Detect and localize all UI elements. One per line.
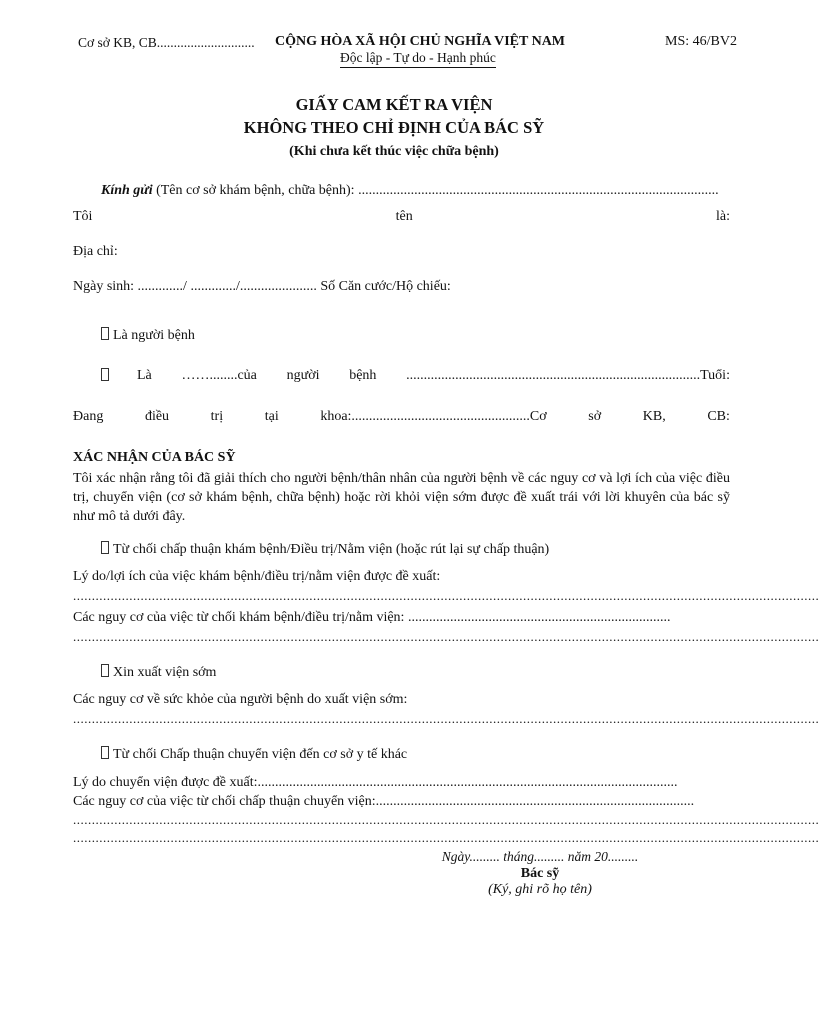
refuse-treatment-reason: Lý do/lợi ích của việc khám bệnh/điều trị/nằm viện được đề xuất: bbox=[73, 569, 441, 584]
name-word-1: Tôi bbox=[73, 209, 93, 224]
addressee-label: Kính gửi bbox=[101, 183, 153, 198]
addressee-line bbox=[101, 183, 719, 199]
relative-row bbox=[137, 368, 730, 384]
relative-word-2: ……........của bbox=[181, 368, 257, 383]
relative-word-1: Là bbox=[137, 368, 152, 383]
checkbox-icon[interactable] bbox=[101, 664, 109, 677]
dotted-line: ....................................................................................................................................................................................................... bbox=[73, 711, 819, 726]
relative-word-5: ....................................................................................Tuổi: bbox=[406, 368, 730, 383]
country-name: CỘNG HÒA XÃ HỘI CHỦ NGHĨA VIỆT NAM bbox=[275, 34, 566, 49]
refuse-transfer-risks: Các nguy cơ của việc từ chối chấp thuận chuyển viện:........................................................................................... bbox=[73, 794, 695, 809]
dotted-line: ....................................................................................................................................................................................................... bbox=[73, 830, 819, 845]
department-row bbox=[73, 409, 730, 425]
title-line1: GIẤY CAM KẾT RA VIỆN bbox=[295, 95, 493, 114]
refuse-transfer-reason: Lý do chuyển viện được đề xuất:........................................................................................................................ bbox=[73, 775, 678, 790]
dept-word-7: KB, bbox=[642, 409, 666, 424]
addressee-text: (Tên cơ sở khám bệnh, chữa bệnh): ....................................................................................................... bbox=[152, 183, 719, 198]
dept-word-3: trị bbox=[210, 409, 224, 424]
title-subtitle: (Khi chưa kết thúc việc chữa bệnh) bbox=[289, 144, 499, 159]
doctor-section-paragraph: Tôi xác nhận rằng tôi đã giải thích cho người bệnh/thân nhân của người bệnh về các nguy cơ và lợi ích của việc điều trị, chuyển viện (cơ sở khám bệnh, chữa bệnh) hoặc rời khỏi viện sớm được đề xuất trái với lời khuyên của bác sỹ như mô tả dưới đây. bbox=[73, 471, 730, 524]
dept-word-4: tại bbox=[264, 409, 279, 424]
option-early-discharge[interactable] bbox=[101, 664, 216, 681]
dotted-line: ....................................................................................................................................................................................................... bbox=[73, 588, 819, 603]
address-label: Địa chỉ: bbox=[73, 244, 118, 259]
name-row bbox=[73, 209, 730, 225]
motto: Độc lập - Tự do - Hạnh phúc bbox=[340, 50, 496, 68]
doctor-section-heading: XÁC NHẬN CỦA BÁC SỸ bbox=[73, 450, 236, 465]
option-refuse-treatment[interactable] bbox=[101, 541, 549, 558]
signature-note: (Ký, ghi rõ họ tên) bbox=[488, 882, 592, 897]
title-line2: KHÔNG THEO CHỈ ĐỊNH CỦA BÁC SỸ bbox=[243, 118, 545, 137]
option-early-discharge-label: Xin xuất viện sớm bbox=[113, 665, 217, 680]
dob-line: Ngày sinh: ............./ ............./...................... Số Căn cước/Hộ chiếu: bbox=[73, 279, 451, 294]
dept-word-1: Đang bbox=[73, 409, 104, 424]
dept-word-6: sở bbox=[588, 409, 602, 424]
dept-word-2: điều bbox=[144, 409, 170, 424]
facility-line: Cơ sở KB, CB............................. bbox=[78, 35, 255, 50]
checkbox-icon[interactable] bbox=[101, 746, 109, 759]
dept-word-8: CB: bbox=[707, 409, 730, 424]
checkbox-icon[interactable] bbox=[101, 541, 109, 554]
checkbox-icon[interactable] bbox=[101, 327, 109, 340]
form-code: MS: 46/BV2 bbox=[665, 34, 737, 49]
name-word-2: tên bbox=[395, 209, 413, 224]
checkbox-icon[interactable] bbox=[101, 368, 113, 385]
dept-word-5: khoa:...................................................Cơ bbox=[320, 409, 547, 424]
dotted-line: ....................................................................................................................................................................................................... bbox=[73, 812, 819, 827]
option-refuse-treatment-label: Từ chối chấp thuận khám bệnh/Điều trị/Nằm viện (hoặc rút lại sự chấp thuận) bbox=[113, 542, 550, 557]
option-patient-label: Là người bệnh bbox=[113, 328, 195, 343]
dotted-line: ....................................................................................................................................................................................................... bbox=[73, 629, 819, 644]
early-discharge-risks: Các nguy cơ về sức khỏe của người bệnh do xuất viện sớm: bbox=[73, 692, 408, 707]
option-patient[interactable] bbox=[101, 327, 195, 344]
relative-word-3: người bbox=[286, 368, 320, 383]
signature-role: Bác sỹ bbox=[520, 866, 560, 881]
refuse-treatment-risks: Các nguy cơ của việc từ chối khám bệnh/điều trị/nằm viện: ........................................................................... bbox=[73, 610, 671, 625]
name-word-3: là: bbox=[716, 209, 730, 224]
option-refuse-transfer-label: Từ chối Chấp thuận chuyển viện đến cơ sở y tế khác bbox=[113, 747, 408, 762]
option-refuse-transfer[interactable] bbox=[101, 746, 407, 763]
relative-word-4: bệnh bbox=[349, 368, 377, 383]
signature-date: Ngày......... tháng......... năm 20......... bbox=[441, 849, 639, 864]
